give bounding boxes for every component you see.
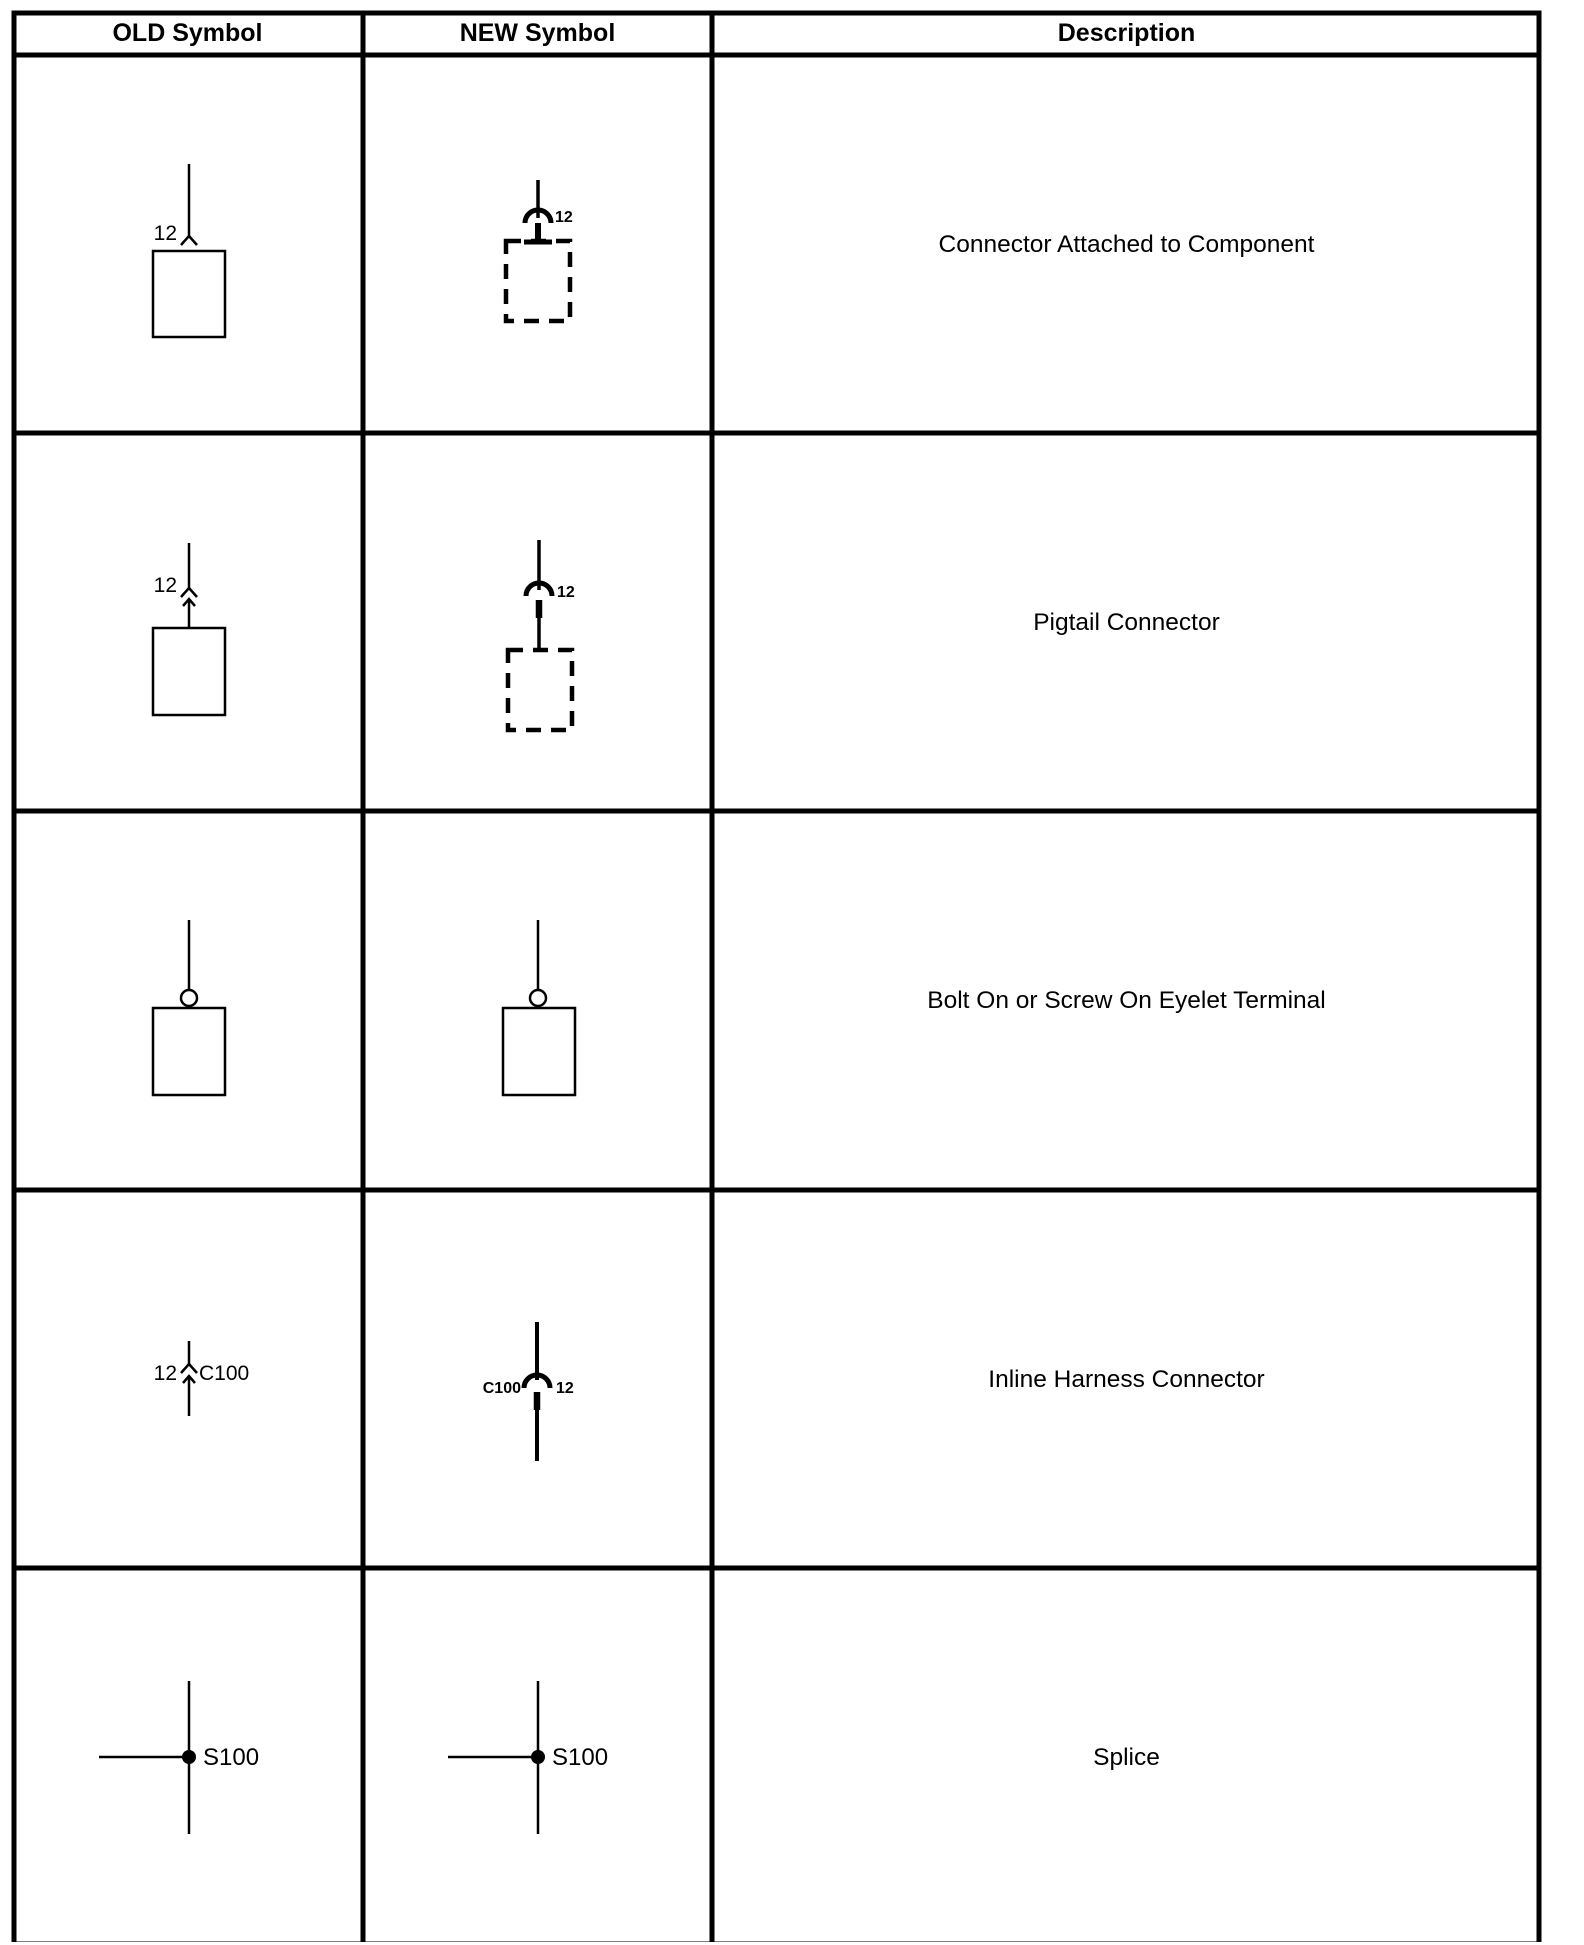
description-row-1: Connector Attached to Component (938, 230, 1315, 258)
table-grid (14, 13, 1539, 1942)
new-pin-label-row-1: 12 (555, 209, 573, 226)
old-pin-label-row-2: 12 (153, 574, 177, 597)
new-splice-label: S100 (552, 1744, 609, 1771)
old-symbol-connector-attached (153, 164, 225, 337)
new-symbol-connector-attached (506, 180, 570, 321)
description-row-2: Pigtail Connector (1033, 608, 1220, 636)
old-symbol-inline (181, 1341, 197, 1416)
old-pin-label-row-4: 12 (153, 1362, 177, 1385)
old-connector-label-row-4: C100 (199, 1362, 250, 1385)
description-row-4: Inline Harness Connector (988, 1365, 1265, 1393)
description-row-5: Splice (1093, 1743, 1160, 1771)
old-symbol-pigtail (153, 543, 225, 715)
description-row-3: Bolt On or Screw On Eyelet Terminal (927, 986, 1326, 1014)
new-symbol-pigtail (508, 540, 572, 730)
table-border (14, 13, 1539, 1942)
old-splice-label: S100 (203, 1744, 260, 1771)
new-symbol-splice (448, 1681, 545, 1834)
new-pin-label-row-4: 12 (556, 1380, 574, 1397)
new-pin-label-row-2: 12 (557, 584, 575, 601)
header-description: Description (1057, 18, 1196, 47)
old-symbol-eyelet (153, 920, 225, 1095)
new-symbol-inline (524, 1322, 550, 1461)
header-new-symbol: NEW Symbol (459, 18, 616, 47)
header-old-symbol: OLD Symbol (112, 18, 263, 47)
old-symbol-splice (99, 1681, 196, 1834)
new-connector-label-row-4: C100 (482, 1380, 521, 1397)
new-symbol-eyelet (503, 920, 575, 1095)
old-pin-label-row-1: 12 (153, 222, 177, 245)
